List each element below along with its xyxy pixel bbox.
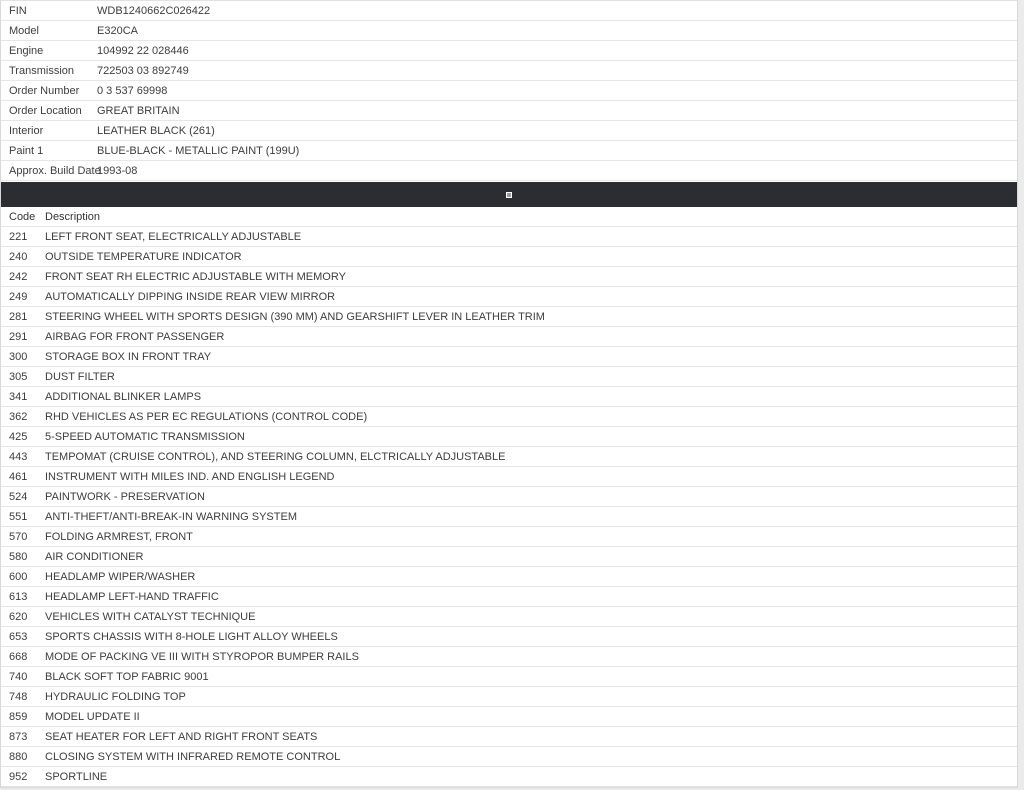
- description-column-header: Description: [45, 210, 101, 223]
- option-code: 305: [9, 370, 28, 383]
- info-label: Model: [9, 24, 39, 37]
- option-description: ANTI-THEFT/ANTI-BREAK-IN WARNING SYSTEM: [45, 510, 297, 523]
- table-row: [1, 227, 1017, 247]
- option-code: 600: [9, 570, 28, 583]
- option-code: 341: [9, 390, 28, 403]
- info-value: 0 3 537 69998: [97, 84, 168, 97]
- option-code: 443: [9, 450, 28, 463]
- option-code: 281: [9, 310, 28, 323]
- option-description: ADDITIONAL BLINKER LAMPS: [45, 390, 202, 403]
- table-row: [1, 507, 1017, 527]
- option-description: STORAGE BOX IN FRONT TRAY: [45, 350, 212, 363]
- table-row: [1, 747, 1017, 767]
- option-code: 461: [9, 470, 28, 483]
- table-row: [1, 387, 1017, 407]
- vehicle-info-row: [1, 21, 1017, 41]
- table-row: [1, 427, 1017, 447]
- option-code: 362: [9, 410, 28, 423]
- table-row: [1, 407, 1017, 427]
- info-label: Transmission: [9, 64, 74, 77]
- table-row: [1, 627, 1017, 647]
- option-description: LEFT FRONT SEAT, ELECTRICALLY ADJUSTABLE: [45, 230, 302, 243]
- info-value: 722503 03 892749: [97, 64, 189, 77]
- vehicle-info-row: [1, 1, 1017, 21]
- info-label: Order Location: [9, 104, 82, 117]
- vehicle-info-row: [1, 121, 1017, 141]
- option-description: HYDRAULIC FOLDING TOP: [45, 690, 186, 703]
- options-table-body: [1, 227, 1017, 787]
- info-label: Paint 1: [9, 144, 44, 157]
- option-description: HEADLAMP LEFT-HAND TRAFFIC: [45, 590, 219, 603]
- option-description: CLOSING SYSTEM WITH INFRARED REMOTE CONTROL: [45, 750, 341, 763]
- info-value: 1993-08: [97, 164, 138, 177]
- table-row: [1, 567, 1017, 587]
- option-description: SEAT HEATER FOR LEFT AND RIGHT FRONT SEATS: [45, 730, 318, 743]
- table-row: [1, 687, 1017, 707]
- option-code: 425: [9, 430, 28, 443]
- option-code: 291: [9, 330, 28, 343]
- option-description: SPORTLINE: [45, 770, 108, 783]
- option-description: INSTRUMENT WITH MILES IND. AND ENGLISH LEGEND: [45, 470, 335, 483]
- vehicle-info-row: [1, 101, 1017, 121]
- option-code: 240: [9, 250, 28, 263]
- option-code: 551: [9, 510, 28, 523]
- option-code: 613: [9, 590, 28, 603]
- info-value: LEATHER BLACK (261): [97, 124, 215, 137]
- option-code: 221: [9, 230, 28, 243]
- info-label: Engine: [9, 44, 44, 57]
- section-divider-bar: [1, 182, 1017, 207]
- table-row: [1, 347, 1017, 367]
- option-description: PAINTWORK - PRESERVATION: [45, 490, 205, 503]
- option-code: 873: [9, 730, 28, 743]
- option-description: AIR CONDITIONER: [45, 550, 144, 563]
- vehicle-info-row: [1, 41, 1017, 61]
- table-row: [1, 547, 1017, 567]
- option-code: 748: [9, 690, 28, 703]
- option-code: 653: [9, 630, 28, 643]
- option-code: 580: [9, 550, 28, 563]
- option-description: 5-SPEED AUTOMATIC TRANSMISSION: [45, 430, 245, 443]
- option-description: OUTSIDE TEMPERATURE INDICATOR: [45, 250, 242, 263]
- option-code: 300: [9, 350, 28, 363]
- option-code: 740: [9, 670, 28, 683]
- vehicle-info-section: [1, 1, 1017, 181]
- option-description: DUST FILTER: [45, 370, 115, 383]
- option-code: 249: [9, 290, 28, 303]
- table-row: [1, 727, 1017, 747]
- option-description: MODE OF PACKING VE III WITH STYROPOR BUMPER RAILS: [45, 650, 359, 663]
- options-table-header: [1, 207, 1017, 227]
- option-description: FOLDING ARMREST, FRONT: [45, 530, 193, 543]
- info-label: Interior: [9, 124, 44, 137]
- table-row: [1, 447, 1017, 467]
- table-row: [1, 247, 1017, 267]
- option-description: SPORTS CHASSIS WITH 8-HOLE LIGHT ALLOY WHEELS: [45, 630, 338, 643]
- table-row: [1, 587, 1017, 607]
- option-code: 524: [9, 490, 28, 503]
- option-description: AUTOMATICALLY DIPPING INSIDE REAR VIEW MIRROR: [45, 290, 336, 303]
- info-label: Order Number: [9, 84, 80, 97]
- table-row: [1, 767, 1017, 787]
- table-row: [1, 367, 1017, 387]
- option-description: RHD VEHICLES AS PER EC REGULATIONS (CONTROL CODE): [45, 410, 368, 423]
- code-column-header: Code: [9, 210, 36, 223]
- option-description: TEMPOMAT (CRUISE CONTROL), AND STEERING COLUMN, ELCTRICALLY ADJUSTABLE: [45, 450, 506, 463]
- info-value: BLUE-BLACK - METALLIC PAINT (199U): [97, 144, 300, 157]
- info-label: Approx. Build Date: [9, 164, 101, 177]
- vehicle-info-row: [1, 161, 1017, 181]
- info-value: E320CA: [97, 24, 138, 37]
- option-code: 620: [9, 610, 28, 623]
- vehicle-info-row: [1, 141, 1017, 161]
- table-row: [1, 267, 1017, 287]
- option-code: 668: [9, 650, 28, 663]
- option-description: HEADLAMP WIPER/WASHER: [45, 570, 196, 583]
- table-row: [1, 607, 1017, 627]
- table-row: [1, 647, 1017, 667]
- info-value: WDB1240662C026422: [97, 4, 211, 17]
- option-code: 952: [9, 770, 28, 783]
- table-row: [1, 667, 1017, 687]
- option-code: 570: [9, 530, 28, 543]
- info-label: FIN: [9, 4, 27, 17]
- option-code: 859: [9, 710, 28, 723]
- option-code: 880: [9, 750, 28, 763]
- table-row: [1, 487, 1017, 507]
- table-row: [1, 307, 1017, 327]
- option-code: 242: [9, 270, 28, 283]
- table-row: [1, 467, 1017, 487]
- info-value: 104992 22 028446: [97, 44, 189, 57]
- info-value: GREAT BRITAIN: [97, 104, 180, 117]
- table-row: [1, 527, 1017, 547]
- option-description: FRONT SEAT RH ELECTRIC ADJUSTABLE WITH MEMORY: [45, 270, 346, 283]
- table-row: [1, 707, 1017, 727]
- option-description: AIRBAG FOR FRONT PASSENGER: [45, 330, 225, 343]
- option-description: MODEL UPDATE II: [45, 710, 140, 723]
- option-description: VEHICLES WITH CATALYST TECHNIQUE: [45, 610, 256, 623]
- option-description: BLACK SOFT TOP FABRIC 9001: [45, 670, 209, 683]
- vehicle-info-row: [1, 81, 1017, 101]
- options-section: [1, 207, 1017, 787]
- table-row: [1, 287, 1017, 307]
- option-description: STEERING WHEEL WITH SPORTS DESIGN (390 MM) AND GEARSHIFT LEVER IN LEATHER TRIM: [45, 310, 545, 323]
- dot-icon: [506, 192, 512, 198]
- vehicle-info-row: [1, 61, 1017, 81]
- table-row: [1, 327, 1017, 347]
